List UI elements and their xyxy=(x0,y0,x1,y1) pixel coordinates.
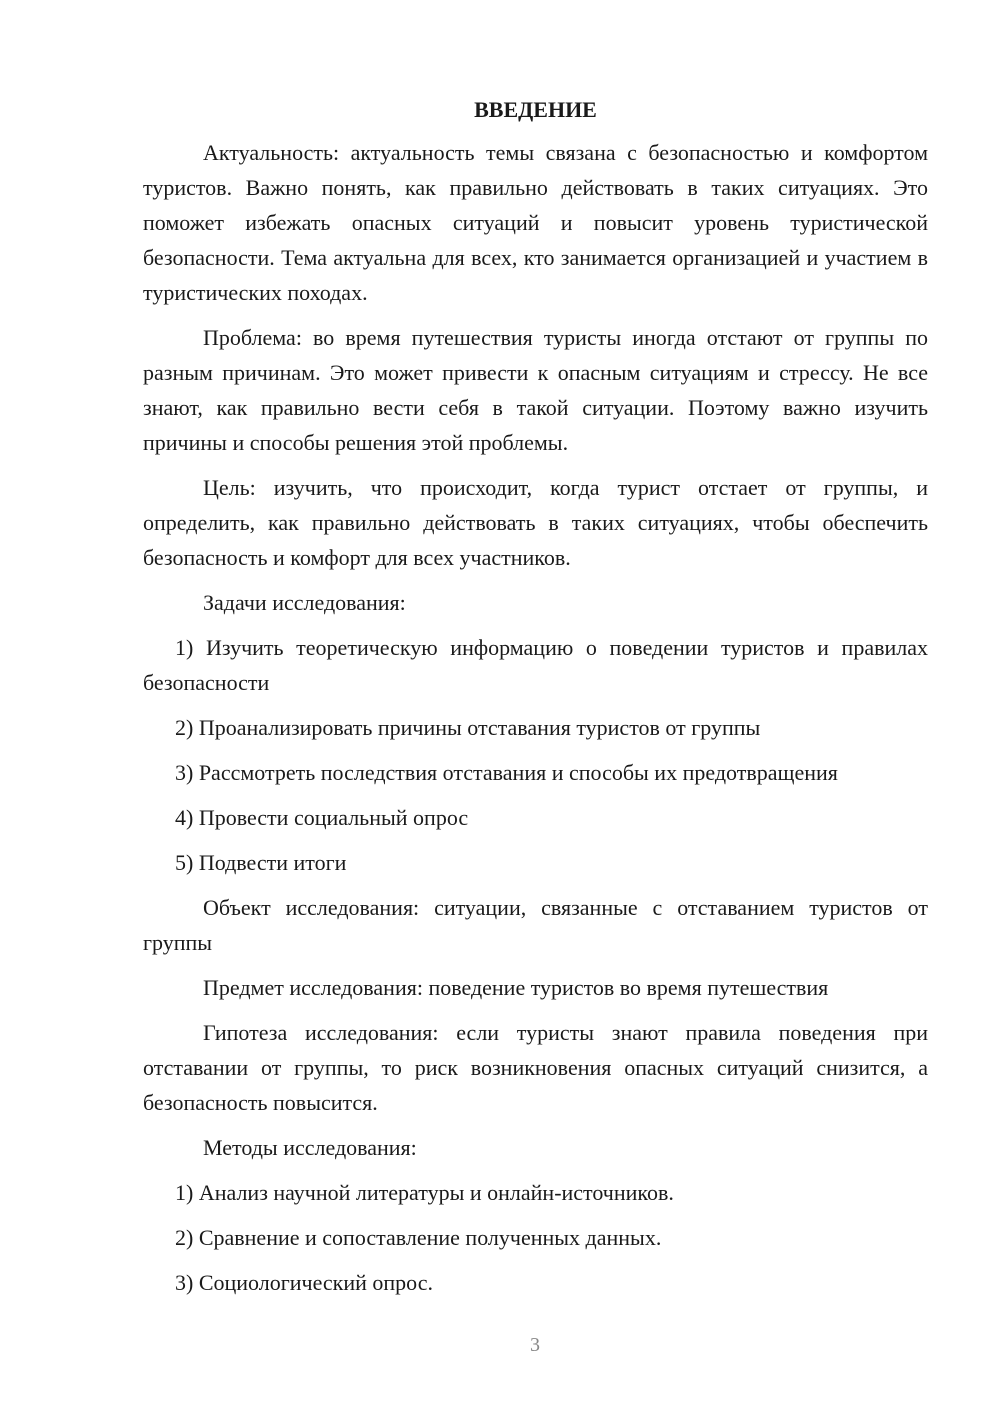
task-item: 5) Подвести итоги xyxy=(175,850,347,875)
problem-paragraph: Проблема: во время путешествия туристы иногда отстают от группы по разным причинам. Это может привести к опасным ситуациям и стрессу. Не все знают, как правильно вести себя в такой ситуации. Поэтому важно изучить причины и способы решения этой проблемы. xyxy=(143,325,928,455)
object-paragraph: Объект исследования: ситуации, связанные с отставанием туристов от группы xyxy=(143,895,928,955)
document-body xyxy=(143,95,928,1310)
subject-paragraph: Предмет исследования: поведение туристов во время путешествия xyxy=(203,975,829,1000)
method-item: 3) Социологический опрос. xyxy=(175,1270,433,1295)
task-item: 1) Изучить теоретическую информацию о поведении туристов и правилах безопасности xyxy=(143,635,928,695)
page-number: 3 xyxy=(530,1334,540,1356)
task-item: 4) Провести социальный опрос xyxy=(175,805,469,830)
method-item: 1) Анализ научной литературы и онлайн-источников. xyxy=(175,1180,674,1205)
relevance-paragraph: Актуальность: актуальность темы связана с безопасностью и комфортом туристов. Важно понять, как правильно действовать в таких ситуациях. Это поможет избежать опасных ситуаций и повысит уровень туристической безопасности. Тема актуальна для всех, кто занимается организацией и участием в туристических походах. xyxy=(143,140,928,305)
goal-paragraph: Цель: изучить, что происходит, когда турист отстает от группы, и определить, как правильно действовать в таких ситуациях, чтобы обеспечить безопасность и комфорт для всех участников. xyxy=(143,475,928,570)
task-item: 2) Проанализировать причины отставания туристов от группы xyxy=(175,715,761,740)
methods-title: Методы исследования: xyxy=(203,1135,417,1160)
task-item: 3) Рассмотреть последствия отставания и способы их предотвращения xyxy=(175,760,838,785)
method-item: 2) Сравнение и сопоставление полученных данных. xyxy=(175,1225,662,1250)
tasks-title: Задачи исследования: xyxy=(203,590,406,615)
hypothesis-paragraph: Гипотеза исследования: если туристы знают правила поведения при отставании от группы, то риск возникновения опасных ситуаций снизится, а безопасность повысится. xyxy=(143,1020,928,1115)
section-heading: ВВЕДЕНИЕ xyxy=(474,97,597,122)
